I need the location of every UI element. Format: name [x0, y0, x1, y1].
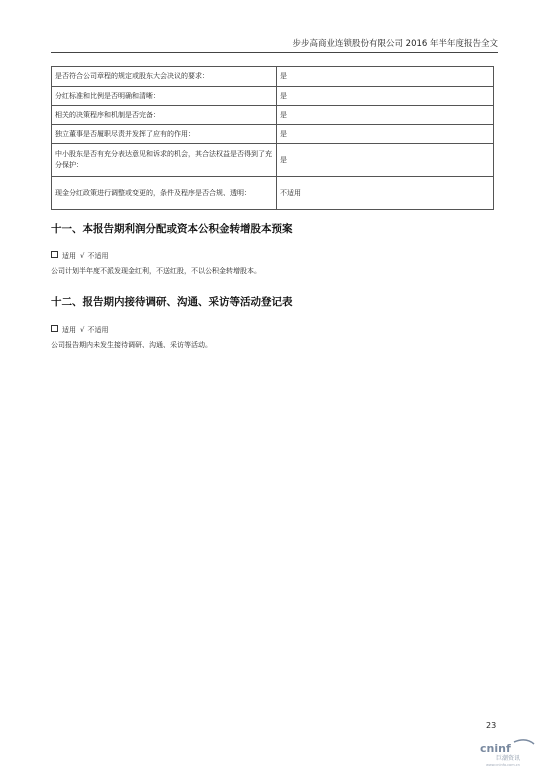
- option-applicable-label: 适用: [62, 252, 76, 260]
- table-cell-question: 中小股东是否有充分表达意见和诉求的机会，其合法权益是否得到了充分保护：: [52, 144, 277, 177]
- section-11-heading: 十一、本报告期利润分配或资本公积金转增股本预案: [51, 223, 293, 235]
- table-row: [52, 177, 494, 210]
- table-cell-answer: 不适用: [277, 177, 494, 210]
- table-row: [52, 125, 494, 144]
- table-cell-question: 是否符合公司章程的规定或股东大会决议的要求：: [52, 67, 277, 87]
- table-row: [52, 144, 494, 177]
- checkmark-icon: √: [80, 252, 85, 260]
- section-11-options: [51, 251, 108, 261]
- table-cell-answer: 是: [277, 67, 494, 87]
- table-row: [52, 106, 494, 125]
- section-12-options: [51, 325, 108, 335]
- option-applicable-label: 适用: [62, 326, 76, 334]
- table-cell-question: 现金分红政策进行调整或变更的，条件及程序是否合规、透明：: [52, 177, 277, 210]
- dividend-policy-table: [51, 66, 494, 210]
- section-11-text: 公司计划半年度不派发现金红利，不送红股，不以公积金转增股本。: [51, 267, 261, 275]
- checkbox-icon: [51, 325, 58, 332]
- table-row: [52, 67, 494, 87]
- section-12-heading: 十二、报告期内接待调研、沟通、采访等活动登记表: [51, 296, 293, 308]
- table-cell-question: 相关的决策程序和机制是否完备：: [52, 106, 277, 125]
- logo-text: cninf: [480, 742, 511, 755]
- header-title: 步步高商业连锁股份有限公司 2016 年半年度报告全文: [292, 39, 498, 49]
- option-not-applicable-label: 不适用: [87, 252, 109, 260]
- table-cell-answer: 是: [277, 125, 494, 144]
- logo-sub: 巨潮资讯: [496, 755, 521, 762]
- header-rule: [51, 52, 498, 53]
- option-not-applicable-label: 不适用: [87, 326, 109, 334]
- table-row: [52, 87, 494, 106]
- table-cell-answer: 是: [277, 106, 494, 125]
- page-number: 23: [486, 721, 497, 730]
- logo-url: www.cninfo.com.cn: [486, 763, 520, 767]
- checkbox-icon: [51, 251, 58, 258]
- checkmark-icon: √: [80, 326, 85, 334]
- section-12-text: 公司报告期内未发生接待调研、沟通、采访等活动。: [51, 341, 212, 349]
- table-cell-question: 独立董事是否履职尽责并发挥了应有的作用：: [52, 125, 277, 144]
- table-cell-question: 分红标准和比例是否明确和清晰：: [52, 87, 277, 106]
- cninfo-logo: [476, 738, 538, 768]
- table-cell-answer: 是: [277, 144, 494, 177]
- table-cell-answer: 是: [277, 87, 494, 106]
